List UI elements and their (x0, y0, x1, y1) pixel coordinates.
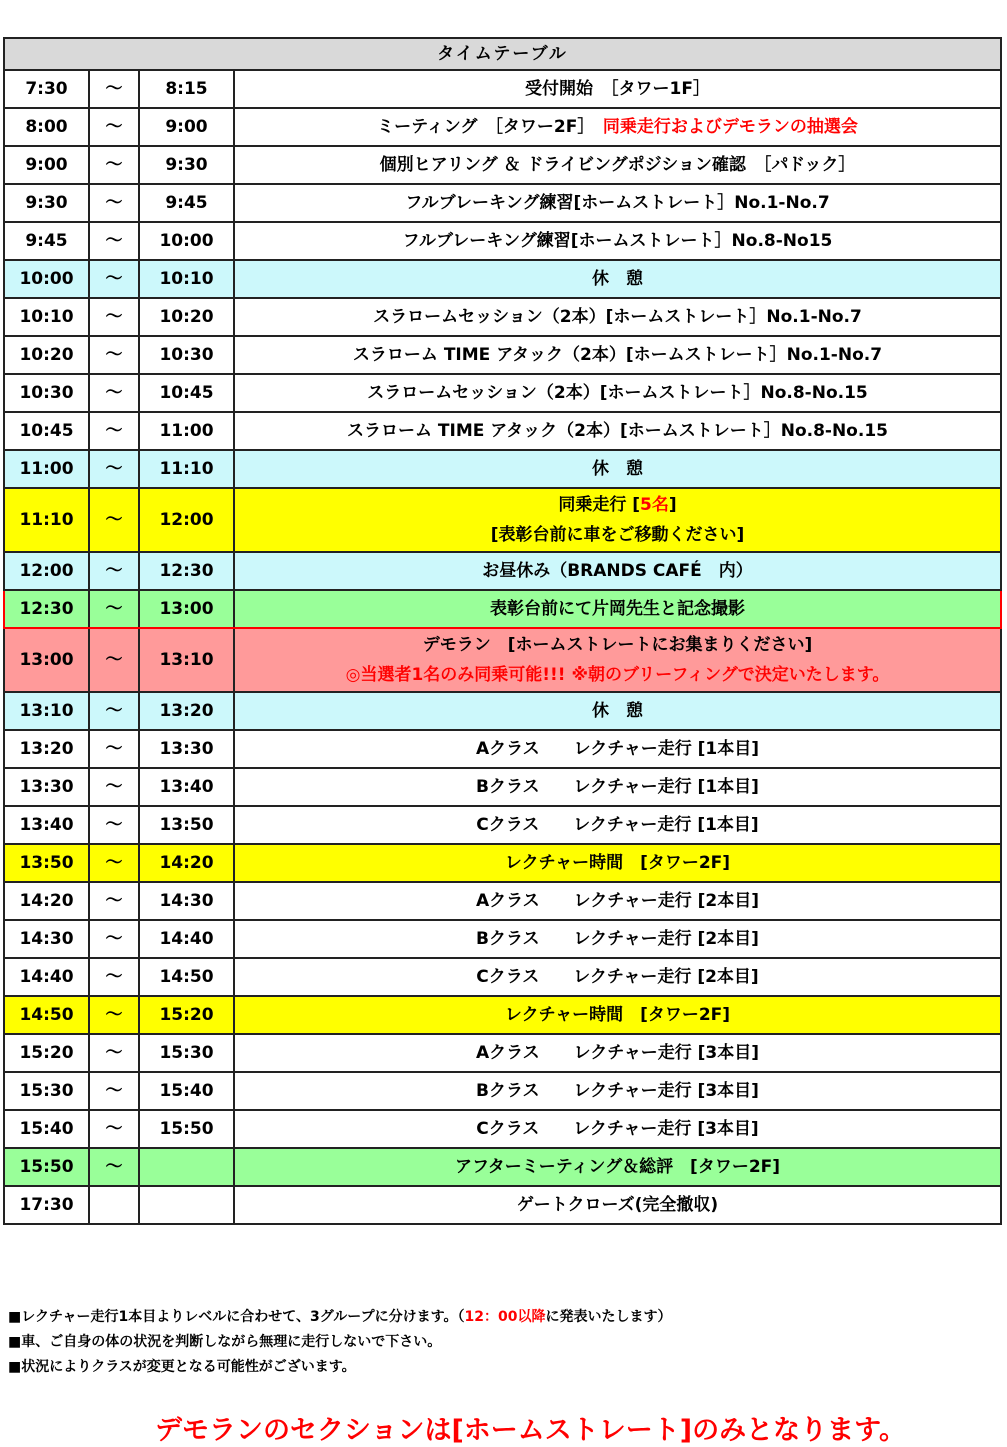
event-text: Bクラス レクチャー走行 [3本目] (476, 1081, 759, 1101)
event-text: フルブレーキング練習[ホームストレート］No.8-No15 (402, 231, 833, 251)
highlight-text: 同乗走行およびデモランの抽選会 (602, 117, 858, 137)
event-line (235, 1042, 1000, 1064)
schedule-row (4, 260, 1001, 298)
start-time: 10:00 (4, 260, 89, 298)
event-cell (234, 298, 1001, 336)
event-text: お昼休み（BRANDS CAFÉ 内） (482, 561, 753, 581)
start-time: 14:20 (4, 882, 89, 920)
event-text: Bクラス レクチャー走行 [1本目] (476, 777, 759, 797)
note-line (8, 1355, 998, 1380)
end-time: 14:40 (139, 920, 234, 958)
end-time: 15:50 (139, 1110, 234, 1148)
end-time: 15:40 (139, 1072, 234, 1110)
event-line (235, 1004, 1000, 1026)
event-cell (234, 488, 1001, 552)
schedule-row (4, 1186, 1001, 1224)
start-time: 10:30 (4, 374, 89, 412)
highlight-text: ◎当選者1名のみ同乗可能!!! ※朝のブリーフィングで決定いたします。 (345, 665, 890, 685)
start-time: 10:45 (4, 412, 89, 450)
event-text: スラロームセッション（2本）[ホームストレート］No.8-No.15 (367, 383, 868, 403)
start-time: 10:20 (4, 336, 89, 374)
end-time: 9:45 (139, 184, 234, 222)
start-time: 13:20 (4, 730, 89, 768)
start-time: 11:10 (4, 488, 89, 552)
tilde-separator: 〜 (89, 1110, 139, 1148)
event-text: フルブレーキング練習[ホームストレート］No.1-No.7 (405, 193, 830, 213)
event-text: Cクラス レクチャー走行 [1本目] (476, 815, 759, 835)
event-cell (234, 958, 1001, 996)
schedule-row (4, 146, 1001, 184)
event-text: Aクラス レクチャー走行 [2本目] (475, 891, 760, 911)
event-line (235, 78, 1000, 100)
end-time: 15:30 (139, 1034, 234, 1072)
tilde-separator: 〜 (89, 450, 139, 488)
event-line (235, 306, 1000, 328)
event-line (235, 738, 1000, 760)
start-time: 13:40 (4, 806, 89, 844)
end-time: 14:30 (139, 882, 234, 920)
event-line (235, 890, 1000, 912)
event-cell (234, 1148, 1001, 1186)
event-text: ■状況によりクラスが変更となる可能性がございます。 (8, 1359, 356, 1375)
event-text: アフターミーティング＆総評 [タワー2F] (454, 1157, 781, 1177)
start-time: 15:40 (4, 1110, 89, 1148)
event-line (235, 814, 1000, 836)
schedule-row (4, 692, 1001, 730)
schedule-row (4, 806, 1001, 844)
start-time: 13:10 (4, 692, 89, 730)
note-line (8, 1330, 998, 1355)
event-cell (234, 692, 1001, 730)
highlight-text: 5名 (640, 495, 669, 515)
end-time: 14:50 (139, 958, 234, 996)
tilde-separator: 〜 (89, 108, 139, 146)
schedule-row (4, 108, 1001, 146)
event-text: [表彰台前に車をご移動ください] (490, 525, 745, 545)
event-line (235, 560, 1000, 582)
end-time: 11:10 (139, 450, 234, 488)
schedule-row (4, 488, 1001, 552)
event-cell (234, 806, 1001, 844)
schedule-row (4, 996, 1001, 1034)
event-line (235, 630, 1000, 660)
end-time: 10:30 (139, 336, 234, 374)
event-line (235, 1080, 1000, 1102)
tilde-separator: 〜 (89, 488, 139, 552)
event-cell (234, 108, 1001, 146)
schedule-row (4, 1072, 1001, 1110)
event-text: レクチャー時間 [タワー2F] (504, 853, 731, 873)
event-cell (234, 844, 1001, 882)
tilde-separator: 〜 (89, 70, 139, 108)
end-time: 10:00 (139, 222, 234, 260)
event-text: Bクラス レクチャー走行 [2本目] (476, 929, 759, 949)
schedule-row (4, 920, 1001, 958)
event-line (235, 490, 1000, 520)
event-line (235, 928, 1000, 950)
event-line (235, 660, 1000, 690)
end-time: 13:50 (139, 806, 234, 844)
schedule-row (4, 730, 1001, 768)
end-time: 10:45 (139, 374, 234, 412)
event-cell (234, 768, 1001, 806)
start-time: 9:45 (4, 222, 89, 260)
tilde-separator: 〜 (89, 1148, 139, 1186)
event-cell (234, 996, 1001, 1034)
start-time: 9:30 (4, 184, 89, 222)
event-text: ゲートクローズ(完全撤収) (516, 1195, 719, 1215)
event-line (235, 192, 1000, 214)
schedule-row (4, 336, 1001, 374)
tilde-separator: 〜 (89, 184, 139, 222)
event-line (235, 1194, 1000, 1216)
event-cell (234, 70, 1001, 108)
start-time: 15:50 (4, 1148, 89, 1186)
schedule-row (4, 70, 1001, 108)
event-line (235, 520, 1000, 550)
tilde-separator: 〜 (89, 958, 139, 996)
event-text: Aクラス レクチャー走行 [1本目] (475, 739, 760, 759)
start-time: 9:00 (4, 146, 89, 184)
timetable-title: タイムテーブル (4, 38, 1001, 70)
end-time: 9:00 (139, 108, 234, 146)
end-time: 13:30 (139, 730, 234, 768)
schedule-row (4, 298, 1001, 336)
start-time: 15:30 (4, 1072, 89, 1110)
schedule-row (4, 412, 1001, 450)
title-row (4, 38, 1001, 70)
tilde-separator: 〜 (89, 806, 139, 844)
start-time: 10:10 (4, 298, 89, 336)
end-time: 10:10 (139, 260, 234, 298)
event-line (235, 852, 1000, 874)
event-cell (234, 412, 1001, 450)
end-time: 12:30 (139, 552, 234, 590)
tilde-separator: 〜 (89, 882, 139, 920)
end-time: 11:00 (139, 412, 234, 450)
tilde-separator (89, 1186, 139, 1224)
end-time: 14:20 (139, 844, 234, 882)
event-cell (234, 730, 1001, 768)
event-line (235, 966, 1000, 988)
event-line (235, 458, 1000, 480)
event-text: Cクラス レクチャー走行 [2本目] (476, 967, 759, 987)
event-line (235, 344, 1000, 366)
event-cell (234, 590, 1001, 628)
event-cell (234, 260, 1001, 298)
end-time (139, 1148, 234, 1186)
end-time: 12:00 (139, 488, 234, 552)
start-time: 11:00 (4, 450, 89, 488)
tilde-separator: 〜 (89, 692, 139, 730)
end-time: 9:30 (139, 146, 234, 184)
tilde-separator: 〜 (89, 920, 139, 958)
event-cell (234, 336, 1001, 374)
highlight-text: 12：00以降 (464, 1309, 546, 1325)
schedule-row (4, 1034, 1001, 1072)
timetable (3, 37, 1002, 1225)
schedule-row (4, 1148, 1001, 1186)
schedule-row (4, 222, 1001, 260)
event-cell (234, 222, 1001, 260)
start-time: 12:00 (4, 552, 89, 590)
end-time: 13:00 (139, 590, 234, 628)
timetable-sheet (3, 37, 1002, 1225)
event-cell (234, 374, 1001, 412)
event-line (235, 420, 1000, 442)
event-cell (234, 1072, 1001, 1110)
end-time: 10:20 (139, 298, 234, 336)
event-cell (234, 184, 1001, 222)
event-line (235, 154, 1000, 176)
tilde-separator: 〜 (89, 412, 139, 450)
footer-notice: デモランのセクションは[ホームストレート]のみとなります。 (155, 1415, 906, 1446)
event-text: レクチャー時間 [タワー2F] (504, 1005, 731, 1025)
tilde-separator: 〜 (89, 590, 139, 628)
tilde-separator: 〜 (89, 628, 139, 692)
start-time: 15:20 (4, 1034, 89, 1072)
event-line (235, 268, 1000, 290)
event-text: 表彰台前にて片岡先生と記念撮影 (490, 599, 745, 619)
event-text: に発表いたします） (545, 1309, 672, 1325)
schedule-row (4, 590, 1001, 628)
start-time: 13:00 (4, 628, 89, 692)
tilde-separator: 〜 (89, 1072, 139, 1110)
event-text: Aクラス レクチャー走行 [3本目] (475, 1043, 760, 1063)
tilde-separator: 〜 (89, 374, 139, 412)
schedule-row (4, 958, 1001, 996)
end-time: 13:10 (139, 628, 234, 692)
event-cell (234, 882, 1001, 920)
event-line (235, 598, 1000, 620)
event-text: 個別ヒアリング ＆ ドライビングポジション確認 ［パドック］ (379, 155, 856, 175)
event-line (235, 1156, 1000, 1178)
event-text: ■レクチャー走行1本目よりレベルに合わせて、3グループに分けます。（ (8, 1309, 465, 1325)
event-text: デモラン [ホームストレートにお集まりください] (422, 635, 813, 655)
event-text: 休 憩 (592, 269, 643, 289)
tilde-separator: 〜 (89, 260, 139, 298)
event-text: スラローム TIME アタック（2本）[ホームストレート］No.8-No.15 (347, 421, 888, 441)
tilde-separator: 〜 (89, 996, 139, 1034)
schedule-row (4, 844, 1001, 882)
event-text: ミーティング ［タワー2F］ (377, 117, 603, 137)
schedule-row (4, 882, 1001, 920)
event-cell (234, 1110, 1001, 1148)
event-cell (234, 628, 1001, 692)
event-line (235, 776, 1000, 798)
start-time: 8:00 (4, 108, 89, 146)
tilde-separator: 〜 (89, 1034, 139, 1072)
tilde-separator: 〜 (89, 730, 139, 768)
start-time: 14:40 (4, 958, 89, 996)
schedule-row (4, 768, 1001, 806)
schedule-row (4, 628, 1001, 692)
start-time: 14:50 (4, 996, 89, 1034)
event-line (235, 700, 1000, 722)
event-text: ■車、ご自身の体の状況を判断しながら無理に走行しないで下さい。 (8, 1334, 442, 1350)
event-text: 休 憩 (592, 459, 643, 479)
start-time: 12:30 (4, 590, 89, 628)
schedule-row (4, 184, 1001, 222)
start-time: 7:30 (4, 70, 89, 108)
start-time: 17:30 (4, 1186, 89, 1224)
tilde-separator: 〜 (89, 768, 139, 806)
tilde-separator: 〜 (89, 146, 139, 184)
end-time: 13:20 (139, 692, 234, 730)
notes (8, 1305, 998, 1380)
event-text: Cクラス レクチャー走行 [3本目] (476, 1119, 759, 1139)
end-time (139, 1186, 234, 1224)
tilde-separator: 〜 (89, 298, 139, 336)
event-line (235, 230, 1000, 252)
note-line (8, 1305, 998, 1330)
end-time: 8:15 (139, 70, 234, 108)
start-time: 13:30 (4, 768, 89, 806)
event-text: 受付開始 ［タワー1F］ (525, 79, 710, 99)
event-cell (234, 146, 1001, 184)
event-cell (234, 1186, 1001, 1224)
event-line (235, 382, 1000, 404)
schedule-row (4, 374, 1001, 412)
event-line (235, 116, 1000, 138)
schedule-row (4, 1110, 1001, 1148)
start-time: 14:30 (4, 920, 89, 958)
event-cell (234, 450, 1001, 488)
event-text: 同乗走行 [ (558, 495, 641, 515)
event-cell (234, 920, 1001, 958)
end-time: 13:40 (139, 768, 234, 806)
schedule-row (4, 552, 1001, 590)
event-text: ] (668, 495, 677, 515)
event-cell (234, 1034, 1001, 1072)
event-text: スラロームセッション（2本）[ホームストレート］No.1-No.7 (373, 307, 862, 327)
tilde-separator: 〜 (89, 222, 139, 260)
event-text: 休 憩 (592, 701, 643, 721)
schedule-row (4, 450, 1001, 488)
tilde-separator: 〜 (89, 336, 139, 374)
end-time: 15:20 (139, 996, 234, 1034)
tilde-separator: 〜 (89, 844, 139, 882)
tilde-separator: 〜 (89, 552, 139, 590)
event-text: スラローム TIME アタック（2本）[ホームストレート］No.1-No.7 (352, 345, 883, 365)
event-line (235, 1118, 1000, 1140)
start-time: 13:50 (4, 844, 89, 882)
event-cell (234, 552, 1001, 590)
